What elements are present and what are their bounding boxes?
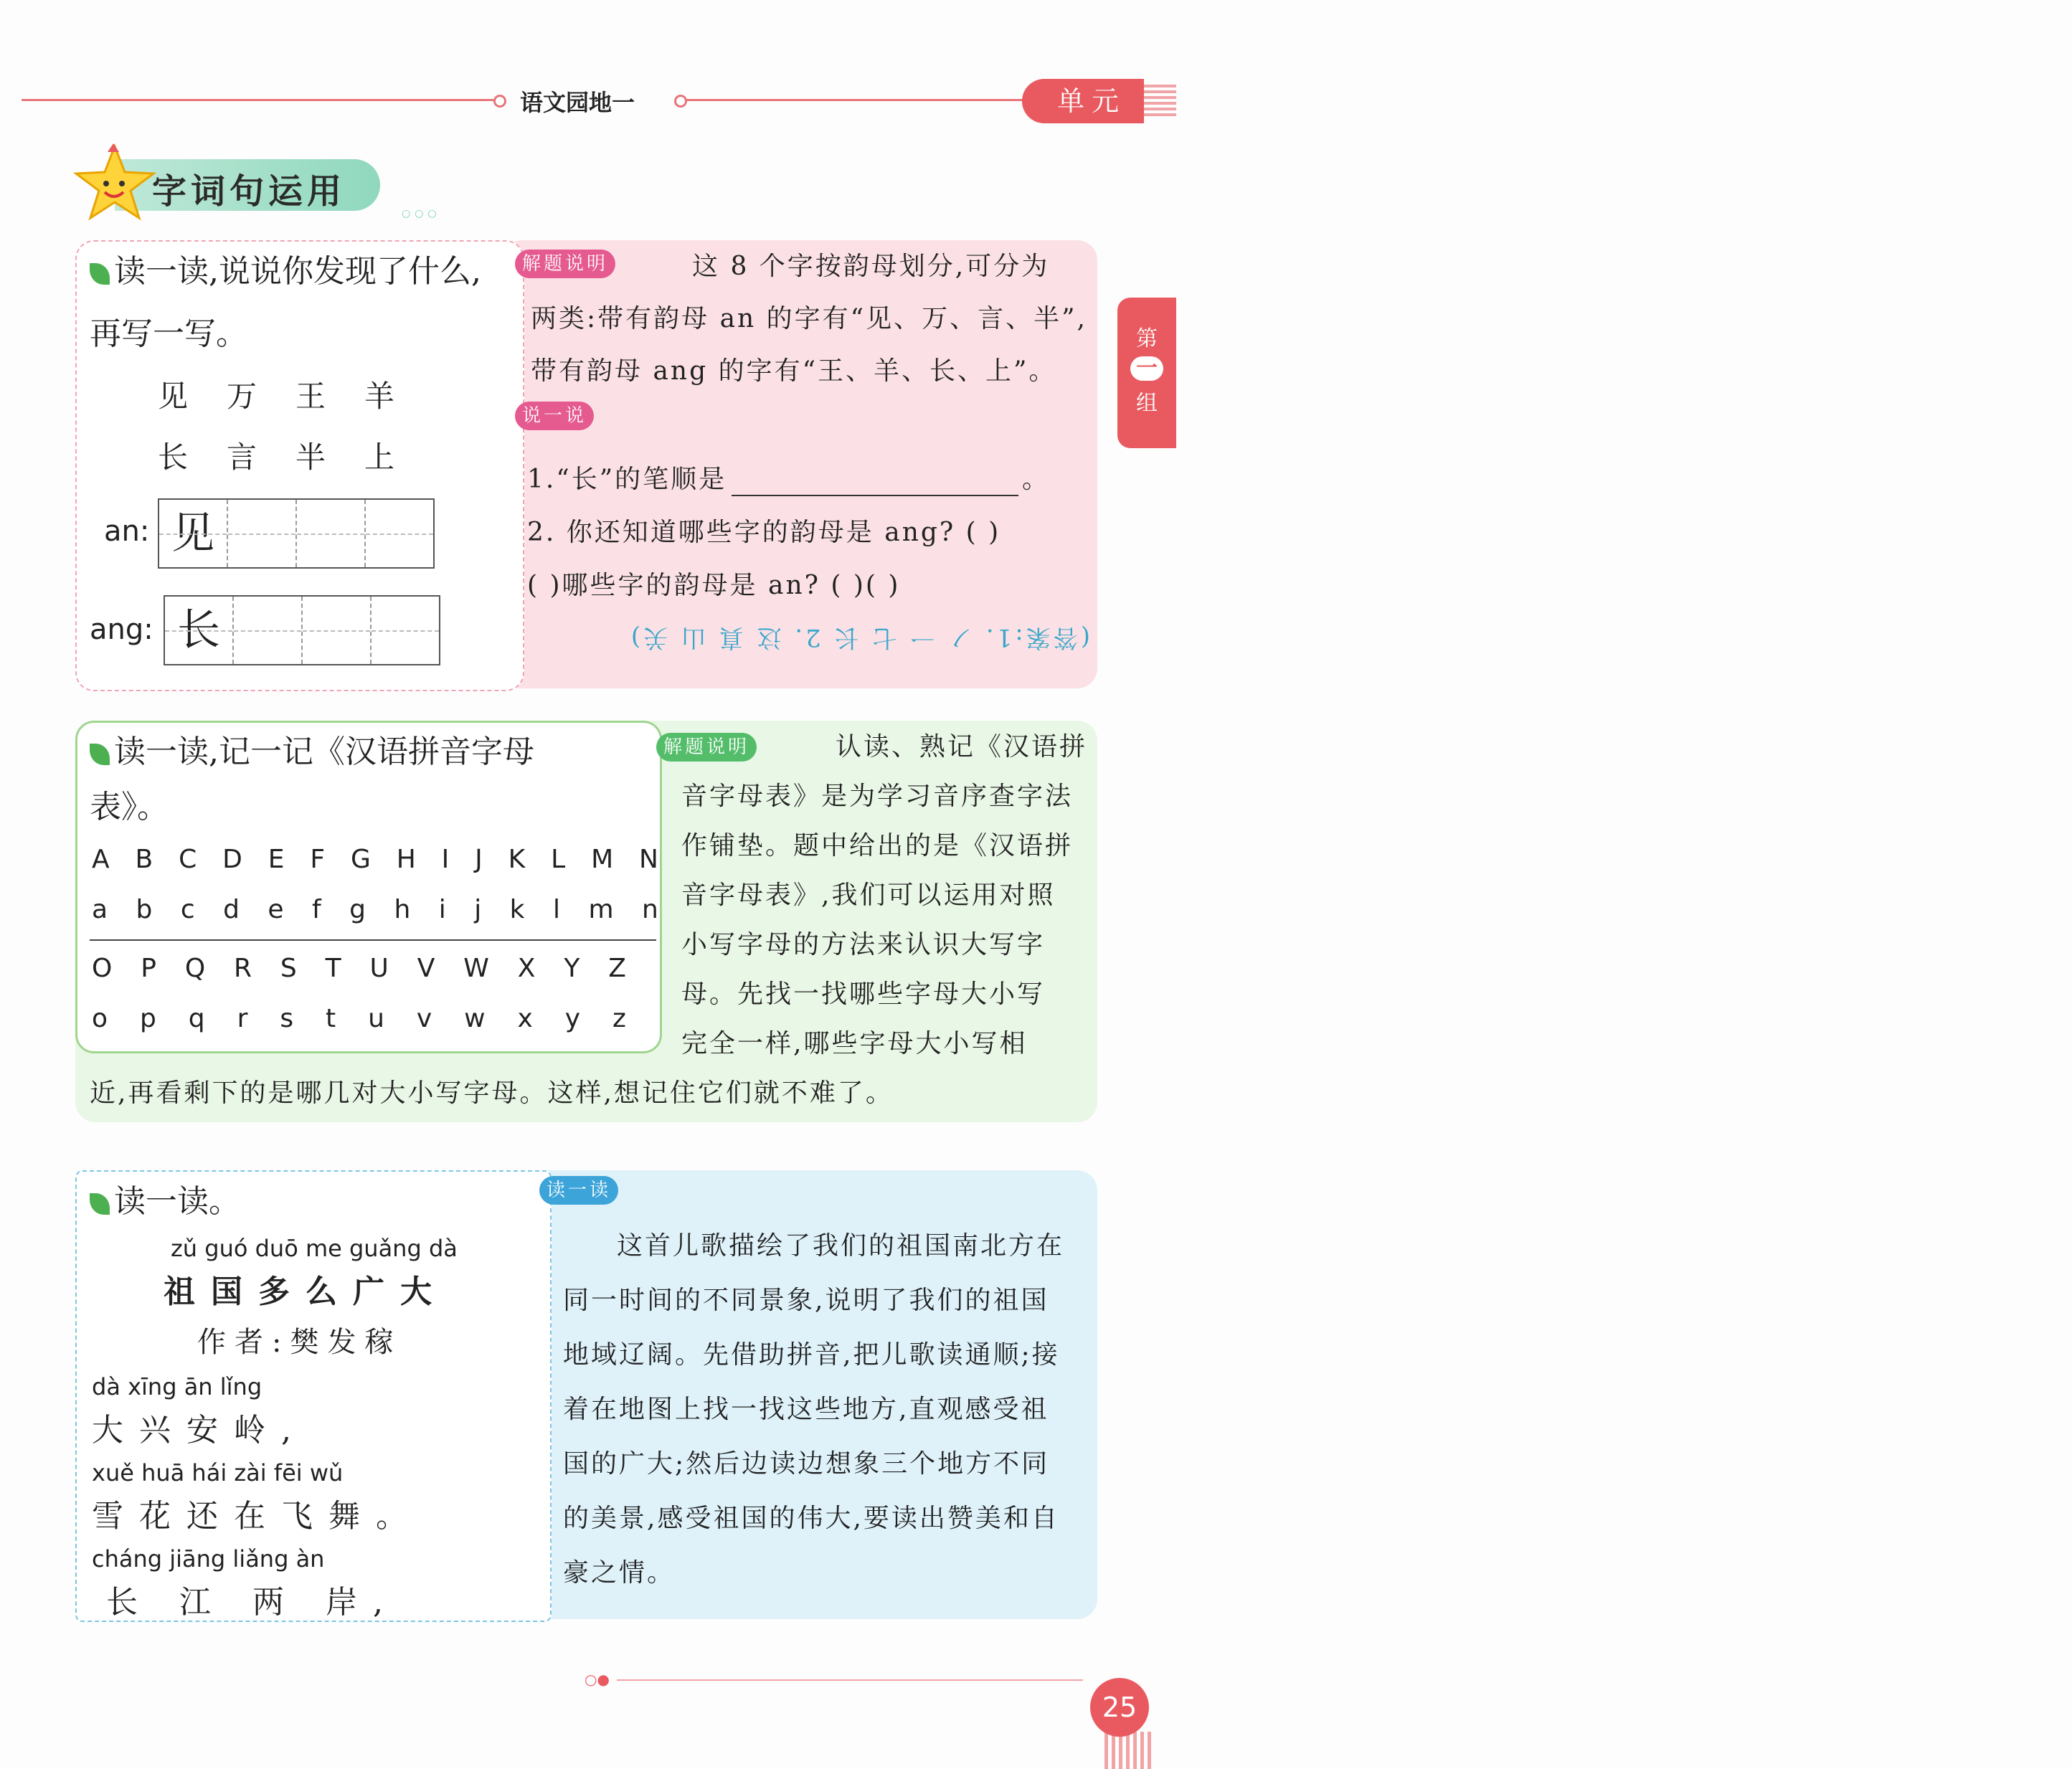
letter: w bbox=[464, 1004, 486, 1033]
star-mascot-icon bbox=[72, 142, 158, 222]
letter: s bbox=[280, 1004, 294, 1033]
header-rule-dot-left bbox=[493, 95, 506, 108]
footer-stripes-decor bbox=[1104, 1732, 1155, 1769]
q2-explain-line-4: 音字母表》,我们可以运用对照 bbox=[681, 881, 1056, 910]
leaf-icon bbox=[90, 263, 110, 285]
letter: o bbox=[92, 1004, 108, 1033]
char: 万 bbox=[227, 379, 257, 414]
letter: y bbox=[564, 1004, 581, 1033]
unit-arrow-icon: ⇐ bbox=[2049, 181, 2072, 202]
letter: N bbox=[639, 845, 658, 874]
letter: R bbox=[234, 954, 252, 983]
char: 羊 bbox=[364, 379, 395, 414]
char: 言 bbox=[227, 440, 257, 475]
poem-title: 祖国多么广大 bbox=[164, 1274, 448, 1310]
stroke-order-answer-line[interactable] bbox=[732, 495, 1018, 496]
letter: p bbox=[139, 1004, 156, 1033]
q2-explain-line-3: 作铺垫。题中给出的是《汉语拼 bbox=[681, 831, 1074, 860]
q1-item2-line1: 2. 你还知道哪些字的韵母是 ang? ( ) bbox=[527, 518, 1001, 547]
alphabet-lower-row-2 bbox=[92, 1004, 626, 1033]
section-title: 字词句运用 bbox=[152, 171, 346, 212]
q2-explain-line-7: 完全一样,哪些字母大小写相 bbox=[681, 1029, 1028, 1058]
q1-explain-line-2: 两类:带有韵母 an 的字有“见、万、言、半”, bbox=[531, 304, 1087, 333]
writing-cell[interactable] bbox=[228, 500, 297, 567]
letter: G bbox=[350, 845, 371, 874]
header-rule-right bbox=[685, 99, 1029, 101]
letter: z bbox=[612, 1004, 626, 1033]
q3-explain-line-6: 的美景,感受祖国的伟大,要读出赞美和自 bbox=[563, 1504, 1059, 1533]
q2-prompt-line1: 读一读,记一记《汉语拼音字母 bbox=[90, 721, 534, 784]
char: 半 bbox=[295, 440, 326, 475]
letter: t bbox=[326, 1004, 336, 1033]
poem-line1: 大兴安岭, bbox=[92, 1412, 307, 1448]
q3-explain-line-2: 同一时间的不同景象,说明了我们的祖国 bbox=[563, 1286, 1049, 1315]
label-an: an: bbox=[104, 515, 150, 548]
poem-title-pinyin: zǔ guó duō me guǎng dà bbox=[171, 1235, 458, 1262]
side-tab-number: 一 bbox=[1130, 356, 1163, 381]
char: 上 bbox=[364, 440, 395, 475]
alphabet-lower-row-1 bbox=[92, 895, 658, 924]
letter: k bbox=[509, 895, 525, 924]
leaf-icon bbox=[90, 1193, 110, 1215]
letter: T bbox=[325, 954, 341, 983]
side-tab-group bbox=[1117, 298, 1176, 448]
q1-explain-line-1: 这 8 个字按韵母划分,可分为 bbox=[692, 252, 1050, 281]
letter: v bbox=[416, 1004, 432, 1033]
letter: q bbox=[188, 1004, 205, 1033]
q3-explain-line-1: 这首儿歌描绘了我们的祖国南北方在 bbox=[617, 1231, 1065, 1261]
q1-explain-line-3: 带有韵母 ang 的字有“王、羊、长、上”。 bbox=[531, 356, 1057, 386]
letter: i bbox=[438, 895, 446, 924]
writing-cell[interactable] bbox=[372, 597, 439, 664]
q2-prompt-line2: 表》。 bbox=[90, 789, 169, 825]
letter: C bbox=[179, 845, 197, 874]
writing-grid-ang bbox=[164, 595, 440, 665]
header-rule-dot-right bbox=[674, 95, 687, 108]
q3-explain-line-3: 地域辽阔。先借助拼音,把儿歌读通顺;接 bbox=[563, 1340, 1060, 1370]
letter: d bbox=[223, 895, 240, 924]
q1-prompt-line2: 再写一写。 bbox=[90, 316, 247, 352]
page-number: 25 bbox=[1090, 1678, 1149, 1737]
unit-badge bbox=[1022, 79, 2072, 202]
poem-line3-pinyin: cháng jiāng liǎng àn bbox=[92, 1545, 325, 1573]
char: 见 bbox=[158, 379, 189, 414]
tag-say: 说一说 bbox=[515, 402, 594, 430]
answer-inverted: (答案:1. ノ 一 七 长 2. 这 真 山 关) bbox=[628, 623, 1090, 652]
char: 长 bbox=[158, 440, 189, 475]
letter: E bbox=[268, 845, 285, 874]
letter: D bbox=[222, 845, 242, 874]
letter: K bbox=[508, 845, 526, 874]
alphabet-upper-row-1 bbox=[92, 845, 658, 874]
letter: S bbox=[280, 954, 297, 983]
letter: A bbox=[92, 845, 110, 874]
q3-explain-line-7: 豪之情。 bbox=[563, 1558, 676, 1588]
q2-explain-line-2: 音字母表》是为学习音序查字法 bbox=[681, 782, 1074, 811]
writing-cell[interactable] bbox=[303, 597, 372, 664]
q2-explain-line-1: 认读、熟记《汉语拼 bbox=[836, 732, 1088, 762]
letter: P bbox=[141, 954, 156, 983]
q1-char-row-2 bbox=[158, 434, 433, 477]
letter: U bbox=[369, 954, 389, 983]
letter: X bbox=[517, 954, 536, 983]
label-ang: ang: bbox=[90, 613, 153, 646]
header-rule-left bbox=[22, 99, 498, 101]
writing-cell: 见 bbox=[159, 500, 228, 567]
section-dots-decor: ○○○ bbox=[402, 208, 441, 219]
letter: M bbox=[591, 845, 614, 874]
writing-grid-an bbox=[158, 498, 435, 569]
tag-explain-2: 解题说明 bbox=[656, 733, 757, 762]
letter: m bbox=[588, 895, 614, 924]
alphabet-divider bbox=[90, 939, 656, 941]
q2-explain-last-line: 近,再看剩下的是哪几对大小写字母。这样,想记住它们就不难了。 bbox=[90, 1078, 894, 1108]
header-title: 语文园地一 bbox=[520, 89, 635, 116]
letter: g bbox=[349, 895, 366, 924]
side-tab-top: 第 bbox=[1136, 326, 1158, 351]
poem-line2: 雪花还在飞舞。 bbox=[92, 1498, 423, 1535]
q1-char-row-1 bbox=[158, 373, 433, 416]
letter: c bbox=[180, 895, 195, 924]
writing-cell[interactable] bbox=[366, 500, 433, 567]
letter: I bbox=[441, 845, 450, 874]
writing-cell: 长 bbox=[165, 597, 234, 664]
poem-line3: 长 江 两 岸, bbox=[106, 1584, 399, 1621]
letter: r bbox=[237, 1004, 248, 1033]
leaf-icon bbox=[90, 744, 110, 765]
q1-item1: 1.“长”的笔顺是 bbox=[527, 465, 727, 494]
poem-line1-pinyin: dà xīng ān lǐng bbox=[92, 1373, 262, 1400]
tag-read: 读一读 bbox=[539, 1176, 618, 1205]
letter: L bbox=[551, 845, 566, 874]
letter: B bbox=[135, 845, 153, 874]
tag-explain-1: 解题说明 bbox=[515, 250, 615, 278]
letter: e bbox=[268, 895, 284, 924]
writing-cell[interactable] bbox=[297, 500, 366, 567]
q3-prompt: 读一读。 bbox=[90, 1170, 240, 1233]
letter: Q bbox=[184, 954, 206, 983]
letter: J bbox=[475, 845, 483, 874]
letter: n bbox=[641, 895, 658, 924]
q3-explain-line-4: 着在地图上找一找这些地方,直观感受祖 bbox=[563, 1395, 1049, 1424]
letter: l bbox=[552, 895, 560, 924]
letter: f bbox=[312, 895, 321, 924]
poem-line2-pinyin: xuě huā hái zài fēi wǔ bbox=[92, 1459, 344, 1486]
letter: H bbox=[396, 845, 416, 874]
side-tab-bottom: 组 bbox=[1136, 391, 1158, 416]
q1-item2-line2: ( )哪些字的韵母是 an? ( )( ) bbox=[527, 571, 901, 600]
letter: F bbox=[310, 845, 326, 874]
q2-explain-line-6: 母。先找一找哪些字母大小写 bbox=[681, 980, 1046, 1009]
letter: Z bbox=[608, 954, 626, 983]
q1-prompt-line1: 读一读,说说你发现了什么, bbox=[90, 240, 481, 303]
letter: Y bbox=[564, 954, 580, 983]
q3-explain-line-5: 国的广大;然后边读边想象三个地方不同 bbox=[563, 1449, 1050, 1479]
letter: x bbox=[517, 1004, 533, 1033]
letter: a bbox=[92, 895, 108, 924]
poem-author: 作者:樊发稼 bbox=[197, 1326, 402, 1359]
letter: u bbox=[368, 1004, 384, 1033]
unit-label: 单元 bbox=[1056, 85, 1126, 117]
footer-rule bbox=[617, 1679, 1083, 1681]
letter: h bbox=[394, 895, 411, 924]
alphabet-upper-row-2 bbox=[92, 954, 626, 983]
char: 王 bbox=[295, 379, 326, 414]
letter: O bbox=[92, 954, 113, 983]
q2-explain-line-5: 小写字母的方法来认识大写字 bbox=[681, 930, 1046, 959]
q1-item1-end: 。 bbox=[1022, 465, 1051, 494]
letter: V bbox=[417, 954, 435, 983]
letter: b bbox=[136, 895, 153, 924]
letter: W bbox=[463, 954, 489, 983]
writing-cell[interactable] bbox=[234, 597, 303, 664]
footer-dots: ○● bbox=[585, 1671, 610, 1688]
letter: j bbox=[474, 895, 482, 924]
